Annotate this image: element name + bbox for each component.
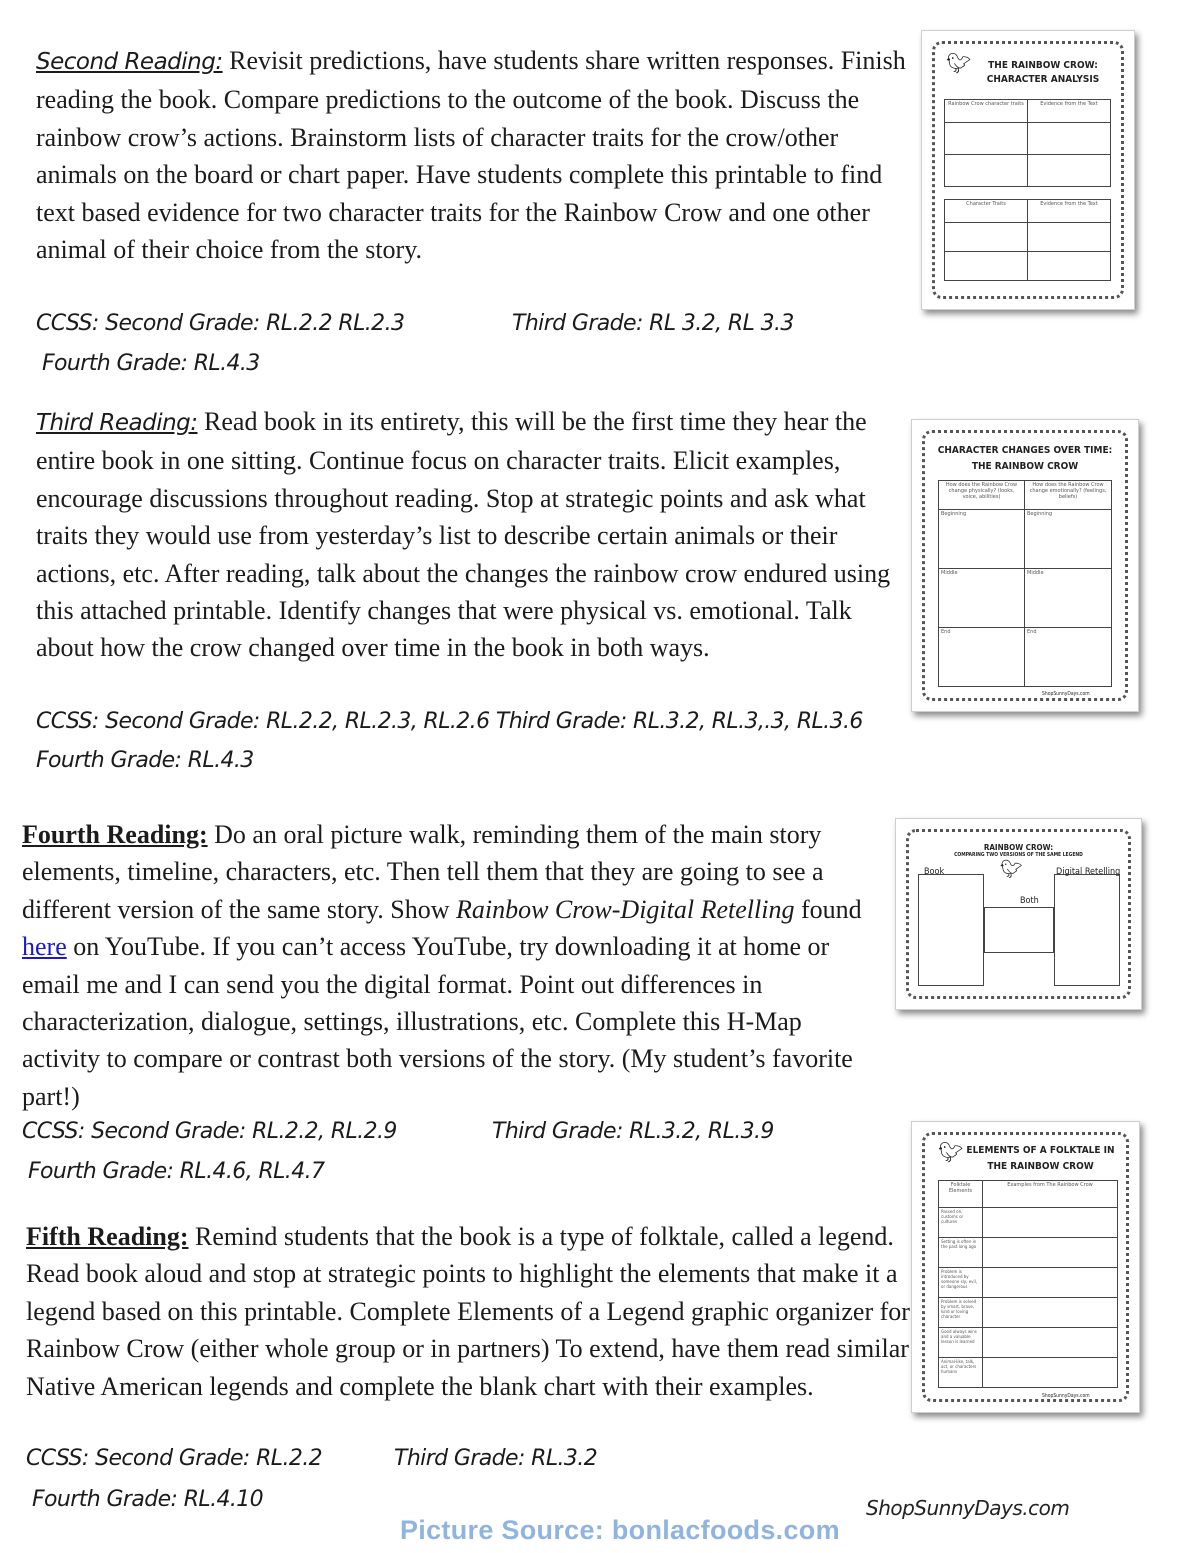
fourth-reading-heading: Fourth Reading: xyxy=(22,820,208,849)
thumb4-row-label: Problem is solved by smart, brave, kind or loving character xyxy=(938,1297,983,1328)
thumb3-left-box xyxy=(918,874,984,986)
thumb1-cell xyxy=(944,122,1028,155)
thumb1-col1b: Character Traits xyxy=(944,199,1028,223)
thumb4-row-cell xyxy=(982,1237,1118,1268)
thumb1-cell xyxy=(1027,222,1111,252)
third-reading-body: Read book in its entirety, this will be the first time they hear the entire book in one sitting. Continue focus on character traits. Elicit examples, encourage discussions throughout reading. Stop at strategic points and ask what traits they would use from yesterday’s list to describe certain animals or their actions, etc. After reading, talk about the changes the rainbow crow endured using this attached printable. Identify changes that were physical vs. emotional. Talk about how the crow changed over time in the book in both ways. xyxy=(36,407,891,663)
fifth-reading-ccss-fourth: Fourth Grade: RL.4.10 xyxy=(32,1487,264,1512)
thumb3-title-1: RAINBOW CROW: xyxy=(983,843,1054,852)
thumb4-row-label: Animal-like, talk, act, or characters humans xyxy=(938,1357,983,1388)
picture-source: Picture Source: bonlacfoods.com xyxy=(400,1515,840,1545)
thumb3-book-label: Book xyxy=(924,867,945,877)
thumb3-right-box xyxy=(1054,874,1120,986)
fourth-reading-body-2: found xyxy=(800,894,862,924)
thumb1-col1: Rainbow Crow character traits xyxy=(944,99,1028,123)
thumb2-col1: How does the Rainbow Crow change physically? (looks, voice, abilities) xyxy=(938,480,1025,510)
character-analysis-printable xyxy=(921,30,1135,310)
third-reading-ccss-fourth: Fourth Grade: RL.4.3 xyxy=(36,748,254,773)
thumb2-col2: How does the Rainbow Crow change emotionally? (feelings, beliefs) xyxy=(1024,480,1112,510)
thumb2-row3b: End xyxy=(1024,627,1112,687)
thumb2-row2a: Middle xyxy=(938,568,1025,628)
third-reading-ccss: CCSS: Second Grade: RL.2.2, RL.2.3, RL.2.6 Third Grade: RL.3.2, RL.3,.3, RL.3.6 xyxy=(36,709,863,734)
fourth-reading-video-title: Rainbow Crow-Digital Retelling xyxy=(455,894,795,924)
thumb4-title-2: THE RAINBOW CROW xyxy=(987,1161,1094,1172)
fourth-reading-ccss-left: CCSS: Second Grade: RL.2.2, RL.2.9 xyxy=(22,1119,397,1144)
second-reading-body: Revisit predictions, have students share written responses. Finish reading the book. Compare predictions to the outcome of the book. Discuss the rainbow crow’s actions. Brainstorm lists of character traits for the crow/other animals on the board or chart paper. Have students complete this printable to find text based evidence for two character traits for the Rainbow Crow and one other animal of their choice from the story. xyxy=(36,46,906,265)
youtube-link[interactable]: here xyxy=(22,932,67,962)
second-reading-ccss-left: CCSS: Second Grade: RL.2.2 RL.2.3 xyxy=(36,311,405,336)
second-reading-heading: Second Reading: xyxy=(36,49,223,75)
folktale-elements-printable xyxy=(911,1121,1140,1413)
thumb3-middle-box xyxy=(984,907,1054,953)
fifth-reading-ccss-right: Third Grade: RL.3.2 xyxy=(394,1446,598,1471)
fourth-reading-ccss-right: Third Grade: RL.3.2, RL.3.9 xyxy=(492,1119,774,1144)
third-reading-paragraph xyxy=(36,403,904,667)
thumb1-cell xyxy=(1027,154,1111,187)
thumb4-brand: ShopSunnyDays.com xyxy=(1042,1393,1090,1399)
thumb4-title-1: ELEMENTS OF A FOLKTALE IN xyxy=(966,1145,1115,1156)
thumb4-row-label: Passed on, customs or cultures xyxy=(938,1207,983,1238)
thumb3-title-2: COMPARING TWO VERSIONS OF THE SAME LEGEND xyxy=(954,852,1083,858)
thumb3-both-label: Both xyxy=(1020,896,1039,906)
thumb1-cell xyxy=(1027,251,1111,281)
thumb2-row1a: Beginning xyxy=(938,509,1025,569)
third-reading-heading: Third Reading: xyxy=(36,410,198,436)
thumb4-row-cell xyxy=(982,1297,1118,1328)
crow-icon: 🐦︎ xyxy=(938,1140,964,1164)
second-reading-ccss-fourth: Fourth Grade: RL.4.3 xyxy=(42,351,260,376)
thumb2-row1b: Beginning xyxy=(1024,509,1112,569)
fifth-reading-body: Remind students that the book is a type of folktale, called a legend. Read book aloud and stop at strategic points to highlight the elements that make it a legend based on this printable. Complete Elements of a Legend graphic organizer for Rainbow Crow (either whole group or in partners) To extend, have them read similar Native American legends and complete the blank chart with their examples. xyxy=(26,1222,910,1401)
thumb1-col2: Evidence from the Text xyxy=(1027,99,1111,123)
thumb4-row-label: Problem is introduced by someone sly, evil, or dangerous xyxy=(938,1267,983,1298)
fourth-reading-body-3: on YouTube. If you can’t access YouTube, try downloading it at home or email me and I can send you the digital format. Point out differences in characterization, dialogue, settings, illustrations, etc. Complete this H-Map activity to compare or contrast both versions of the story. (My student’s favorite part!) xyxy=(22,932,853,1111)
thumb1-cell xyxy=(944,154,1028,187)
thumb4-row-cell xyxy=(982,1327,1118,1358)
thumb1-cell xyxy=(944,251,1028,281)
fourth-reading-body-1: Do an oral picture walk, reminding them of the main story elements, timeline, characters, etc. Then tell them that they are going to see a different version of the same story. Show xyxy=(22,820,824,924)
h-map-printable xyxy=(895,818,1142,1010)
thumb4-row-cell xyxy=(982,1357,1118,1388)
thumb4-row-label: Good always wins and a valuable lesson is learned xyxy=(938,1327,983,1358)
thumb4-row-cell xyxy=(982,1207,1118,1238)
fifth-reading-ccss-left: CCSS: Second Grade: RL.2.2 xyxy=(26,1446,323,1471)
thumb1-cell xyxy=(1027,122,1111,155)
thumb4-col1: Folktale Elements xyxy=(938,1180,983,1208)
crow-icon: 🐦︎ xyxy=(946,51,972,75)
thumb4-col2: Examples from The Rainbow Crow xyxy=(982,1180,1118,1208)
thumb2-row2b: Middle xyxy=(1024,568,1112,628)
thumb2-title-1: CHARACTER CHANGES OVER TIME: xyxy=(937,445,1113,456)
second-reading-ccss-right: Third Grade: RL 3.2, RL 3.3 xyxy=(512,311,794,336)
thumb1-title-1: THE RAINBOW CROW: xyxy=(988,60,1098,71)
thumb1-cell xyxy=(944,222,1028,252)
second-reading-paragraph xyxy=(36,42,916,268)
character-changes-printable xyxy=(911,419,1139,712)
fourth-reading-ccss-fourth: Fourth Grade: RL.4.6, RL.4.7 xyxy=(28,1159,325,1184)
fifth-reading-heading: Fifth Reading: xyxy=(26,1222,189,1251)
thumb2-title-2: THE RAINBOW CROW xyxy=(971,461,1079,472)
footer-brand: ShopSunnyDays.com xyxy=(866,1496,1070,1520)
thumb4-row-label: Setting is often in the past long ago xyxy=(938,1237,983,1268)
thumb1-col2b: Evidence from the Text xyxy=(1027,199,1111,223)
thumb4-row-cell xyxy=(982,1267,1118,1298)
fifth-reading-paragraph xyxy=(26,1218,914,1405)
thumb2-row3a: End xyxy=(938,627,1025,687)
thumb3-digital-label: Digital Retelling xyxy=(1056,867,1121,877)
crow-icon: 🐦︎ xyxy=(1000,859,1023,880)
thumb1-title-2: CHARACTER ANALYSIS xyxy=(986,74,1100,85)
thumb2-brand: ShopSunnyDays.com xyxy=(1042,691,1090,697)
fourth-reading-paragraph xyxy=(22,816,884,1115)
